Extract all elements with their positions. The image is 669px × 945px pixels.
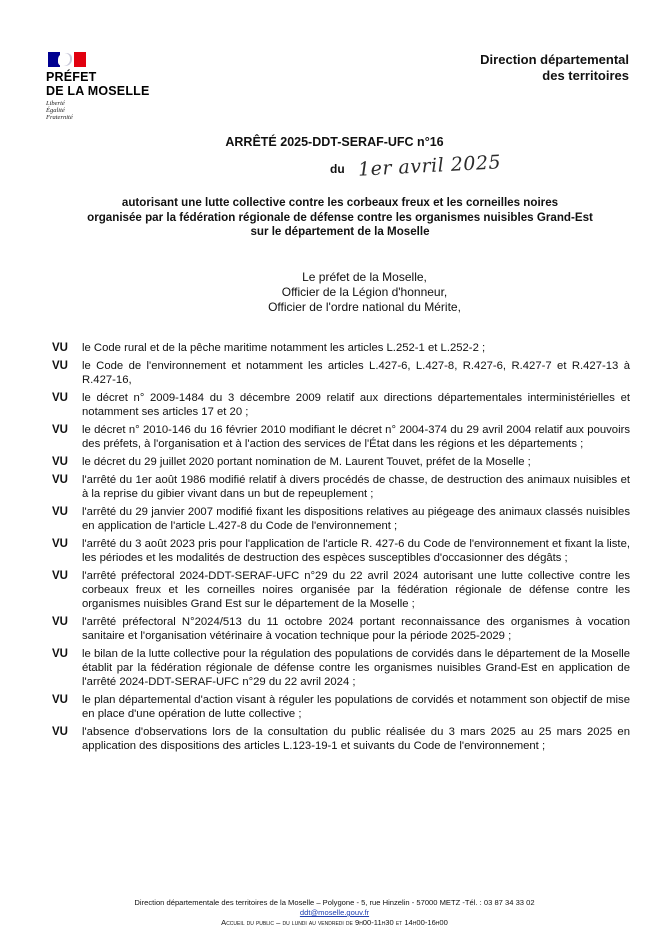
visa-keyword: VU [52,474,68,486]
visa-text: le Code rural et de la pêche maritime notamment les articles L.252-1 et L.252-2 ; [82,342,486,354]
visa-text: le décret n° 2009-1484 du 3 décembre 2009 relatif aux directions départementales interministérielles et notamment ses articles 17 et 20 ; [82,392,630,418]
prefecture-name-line: PRÉFET [46,70,97,84]
footer-email-link[interactable]: ddt@moselle.gouv.fr [299,908,370,917]
visa-item [52,341,630,355]
visa-keyword: VU [52,538,68,550]
visa-keyword: VU [52,506,68,518]
subject-line: organisée par la fédération régionale de défense contre les organismes nuisibles Grand-Est [87,210,593,224]
visa-text: l'arrêté préfectoral N°2024/513 du 11 octobre 2024 portant reconnaissance des organismes à vocation sanitaire et l'organisation vétérinaire à vocation technique pour la période 2025-2029 ; [82,616,630,642]
motto-line: Liberté [46,100,65,107]
footer-opening-hours: Accueil du public – du lundi au vendredi de 9h00-11h30 et 14h00-16h00 [221,918,448,927]
prefect-line: Officier de la Légion d'honneur, [281,285,448,299]
handwritten-date: 1er avril 2025 [357,151,502,181]
visa-keyword: VU [52,648,68,660]
direction-line: des territoires [542,68,629,83]
motto-line: Fraternité [46,114,73,121]
prefecture-logo [46,52,166,121]
visa-keyword: VU [52,616,68,628]
prefect-titles [0,270,669,315]
republic-motto [46,100,166,121]
visa-item [52,423,630,451]
visa-item [52,725,630,753]
decree-title: ARRÊTÉ 2025-DDT-SERAF-UFC n°16 [225,135,444,149]
visa-item [52,473,630,501]
visa-keyword: VU [52,392,68,404]
visa-item [52,455,630,469]
visa-item [52,647,630,689]
visa-item [52,615,630,643]
visa-text: le bilan de la lutte collective pour la régulation des populations de corvidés dans le département de la Moselle établit par la fédération régionale de défense contre les organismes nuisibles Grand-Est en application de l'arrêté 2024-DDT-SERAF-UFC n°29 du 22 avril 2024 ; [82,648,630,688]
visa-keyword: VU [52,726,68,738]
visa-text: l'arrêté du 3 août 2023 pris pour l'application de l'article R. 427-6 du Code de l'environnement et fixant la liste, les périodes et les modalités de destruction des espèces susceptibles d'occasionner des dégâts ; [82,538,630,564]
visas-list [52,341,630,757]
subject-line: autorisant une lutte collective contre les corbeaux freux et les corneilles noires [121,196,559,209]
visa-item [52,569,630,611]
visa-text: le décret du 29 juillet 2020 portant nomination de M. Laurent Touvet, préfet de la Moselle ; [82,456,531,468]
page-footer [0,898,669,928]
subject-line: sur le département de la Moselle [250,225,430,238]
footer-address: Direction départementale des territoires de la Moselle – Polygone - 5, rue Hinzelin - 57000 METZ -Tél. : 03 87 34 33 02 [134,898,535,907]
visa-text: l'arrêté du 29 janvier 2007 modifié fixant les dispositions relatives au piégeage des animaux classés nuisibles en application de l'article L.427-8 du Code de l'environnement ; [82,506,630,532]
date-prefix: du [330,162,345,176]
visa-item [52,693,630,721]
visa-item [52,359,630,387]
visa-keyword: VU [52,424,68,436]
motto-line: Égalité [46,107,65,114]
visa-text: le plan départemental d'action visant à réguler les populations de corvidés et notamment son objectif de mise en place d'une opération de lutte collective ; [82,694,630,720]
visa-text: l'arrêté du 1er août 1986 modifié relatif à divers procédés de chasse, de destruction des animaux nuisibles et à la reprise du gibier vivant dans un but de repeuplement ; [82,474,630,500]
marianne-flag-icon [48,52,86,67]
decree-subject [60,196,620,240]
prefecture-name [46,70,166,98]
visa-keyword: VU [52,570,68,582]
visa-text: l'absence d'observations lors de la consultation du public réalisée du 3 mars 2025 au 25 mars 2025 en application des dispositions des articles L.123-19-1 et suivants du Code de l'environnement ; [82,726,630,752]
issuing-direction [480,52,629,84]
visa-text: le Code de l'environnement et notamment les articles L.427-6, L.427-8, R.427-6, R.427-7 et R.427-13 à R.427-16, [82,360,630,386]
visa-keyword: VU [52,360,68,372]
visa-text: l'arrêté préfectoral 2024-DDT-SERAF-UFC n°29 du 22 avril 2024 autorisant une lutte collective contre les corbeaux freux et les corneilles noires organisée par la fédération régionale de défense contre les organismes nuisibles Grand Est sur le département de la Moselle ; [82,570,630,610]
prefect-line: Le préfet de la Moselle, [302,270,427,284]
visa-text: le décret n° 2010-146 du 16 février 2010 modifiant le décret n° 2004-374 du 29 avril 2004 relatif aux pouvoirs des préfets, à l'organisation et à l'action des services de l'État dans les régions et les départements ; [82,424,630,450]
prefecture-name-line: DE LA MOSELLE [46,84,150,98]
visa-keyword: VU [52,342,68,354]
visa-item [52,391,630,419]
visa-keyword: VU [52,456,68,468]
visa-keyword: VU [52,694,68,706]
prefect-line: Officier de l'ordre national du Mérite, [268,300,461,314]
visa-item [52,537,630,565]
direction-line: Direction départemental [480,52,629,67]
visa-item [52,505,630,533]
